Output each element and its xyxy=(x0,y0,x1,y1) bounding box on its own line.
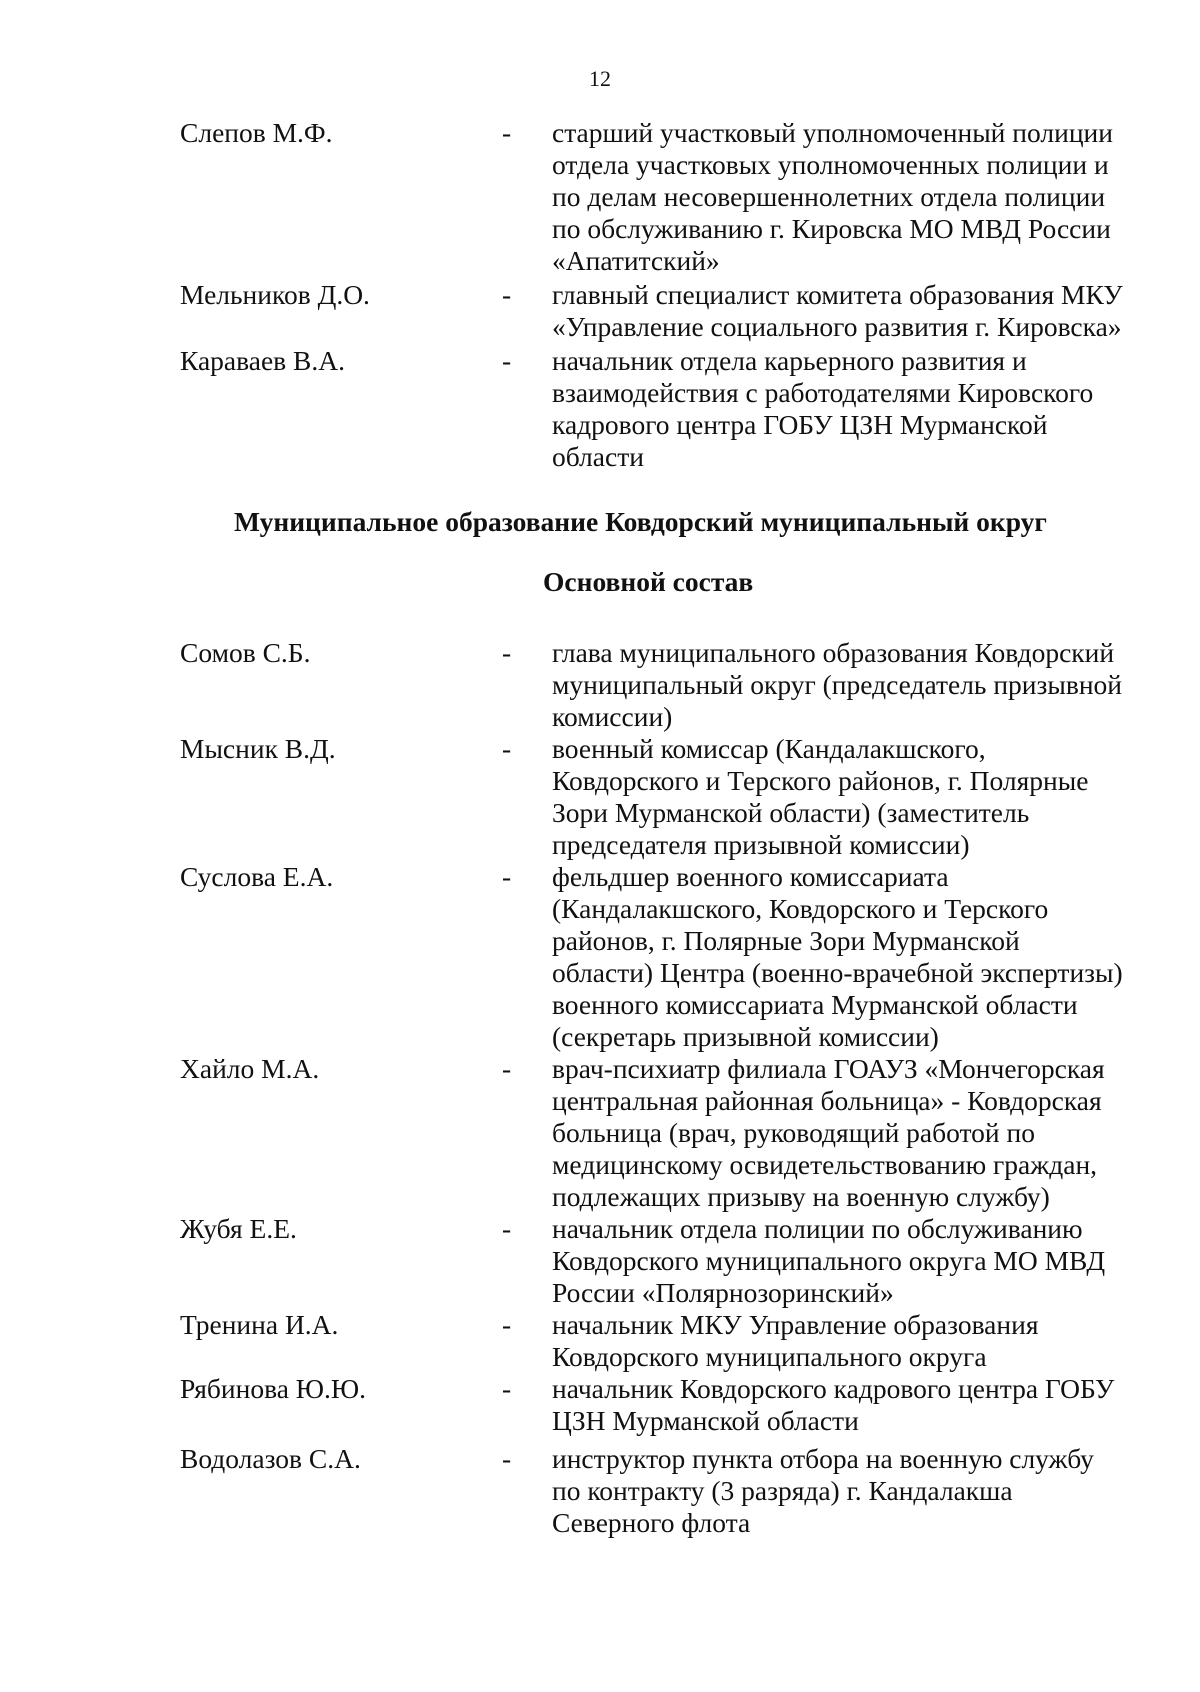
position-line: муниципальный округ (председатель призывной xyxy=(552,669,1123,700)
position-line: глава муниципального образования Ковдорский xyxy=(552,637,1115,668)
dash-separator: - xyxy=(502,117,512,148)
position-line: взаимодействия с работодателями Кировского xyxy=(552,377,1094,408)
position-line: районов, г. Полярные Зори Мурманской xyxy=(552,925,1020,956)
position-line: кадрового центра ГОБУ ЦЗН Мурманской xyxy=(552,409,1048,440)
dash-separator: - xyxy=(502,861,512,892)
subsection-title: Основной состав xyxy=(543,566,754,597)
position-line: фельдшер военного комиссариата xyxy=(552,861,949,892)
position-line: начальник МКУ Управление образования xyxy=(552,1309,1039,1340)
person-name: Караваев В.А. xyxy=(180,345,345,376)
person-position xyxy=(552,861,1147,1053)
position-line: комиссии) xyxy=(552,701,673,732)
position-line: военного комиссариата Мурманской области xyxy=(552,989,1078,1020)
position-line: больница (врач, руководящий работой по xyxy=(552,1117,1035,1148)
person-position xyxy=(552,117,1147,277)
position-line: инструктор пункта отбора на военную службу xyxy=(552,1443,1094,1474)
person-position xyxy=(552,1443,1147,1539)
dash-separator: - xyxy=(502,279,512,310)
position-line: центральная районная больница» - Ковдорская xyxy=(552,1085,1102,1116)
position-line: Ковдорского муниципального округа МО МВД xyxy=(552,1245,1106,1276)
position-line: Зори Мурманской области) (заместитель xyxy=(552,797,1030,828)
position-line: врач-психиатр филиала ГОАУЗ «Мончегорская xyxy=(552,1053,1105,1084)
dash-separator: - xyxy=(502,1373,512,1404)
position-line: главный специалист комитета образования МКУ xyxy=(552,279,1123,310)
entry-row xyxy=(0,733,1200,861)
dash-separator: - xyxy=(502,1053,512,1084)
person-position xyxy=(552,637,1147,733)
person-position xyxy=(552,1309,1147,1373)
dash-separator: - xyxy=(502,733,512,764)
dash-separator: - xyxy=(502,1443,512,1474)
position-line: области) Центра (военно-врачебной экспертизы) xyxy=(552,957,1123,988)
person-name: Хайло М.А. xyxy=(180,1053,320,1084)
person-name: Мысник В.Д. xyxy=(180,733,336,764)
position-line: старший участковый уполномоченный полиции xyxy=(552,117,1113,148)
position-line: начальник Ковдорского кадрового центра ГОБУ xyxy=(552,1373,1115,1404)
position-line: начальник отдела карьерного развития и xyxy=(552,345,1027,376)
person-position xyxy=(552,1213,1147,1309)
entry-row xyxy=(0,1053,1200,1213)
position-line: подлежащих призыву на военную службу) xyxy=(552,1181,1050,1212)
person-name: Слепов М.Ф. xyxy=(180,117,333,148)
position-line: Ковдорского и Терского районов, г. Полярные xyxy=(552,765,1089,796)
page-number: 12 xyxy=(589,66,611,91)
position-line: по обслуживанию г. Кировска МО МВД России xyxy=(552,213,1111,244)
position-line: России «Полярнозоринский» xyxy=(552,1277,894,1308)
dash-separator: - xyxy=(502,345,512,376)
position-line: (секретарь призывной комиссии) xyxy=(552,1021,939,1052)
person-position xyxy=(552,1373,1147,1437)
top-entries xyxy=(0,117,1200,473)
person-position xyxy=(552,1053,1147,1213)
position-line: «Управление социального развития г. Кировска» xyxy=(552,311,1122,342)
position-line: области xyxy=(552,441,644,472)
person-name: Жубя Е.Е. xyxy=(180,1213,297,1244)
entry-row xyxy=(0,1309,1200,1373)
person-name: Тренина И.А. xyxy=(180,1309,339,1340)
entry-row xyxy=(0,1213,1200,1309)
section-title: Муниципальное образование Ковдорский муниципальный округ xyxy=(234,506,1047,537)
position-line: начальник отдела полиции по обслуживанию xyxy=(552,1213,1083,1244)
person-name: Водолазов С.А. xyxy=(180,1443,361,1474)
position-line: (Кандалакшского, Ковдорского и Терского xyxy=(552,893,1049,924)
entry-row xyxy=(0,345,1200,473)
position-line: медицинскому освидетельствованию граждан, xyxy=(552,1149,1098,1180)
entry-row xyxy=(0,861,1200,1053)
position-line: Ковдорского муниципального округа xyxy=(552,1341,987,1372)
person-position xyxy=(552,279,1147,343)
entry-row xyxy=(0,637,1200,733)
person-position xyxy=(552,733,1147,861)
position-line: по контракту (3 разряда) г. Кандалакша xyxy=(552,1475,1013,1506)
dash-separator: - xyxy=(502,1213,512,1244)
person-name: Суслова Е.А. xyxy=(180,861,334,892)
person-name: Сомов С.Б. xyxy=(180,637,311,668)
position-line: отдела участковых уполномоченных полиции и xyxy=(552,149,1109,180)
position-line: по делам несовершеннолетних отдела полиции xyxy=(552,181,1106,212)
person-name: Мельников Д.О. xyxy=(180,279,370,310)
position-line: ЦЗН Мурманской области xyxy=(552,1405,859,1436)
person-position xyxy=(552,345,1147,473)
dash-separator: - xyxy=(502,1309,512,1340)
entry-row xyxy=(0,1373,1200,1437)
entry-row xyxy=(0,1443,1200,1539)
person-name: Рябинова Ю.Ю. xyxy=(180,1373,367,1404)
entry-row xyxy=(0,117,1200,277)
main-entries xyxy=(0,637,1200,1539)
position-line: «Апатитский» xyxy=(552,245,720,276)
entry-row xyxy=(0,279,1200,343)
position-line: Северного флота xyxy=(552,1507,751,1538)
position-line: военный комиссар (Кандалакшского, xyxy=(552,733,986,764)
position-line: председателя призывной комиссии) xyxy=(552,829,970,860)
dash-separator: - xyxy=(502,637,512,668)
